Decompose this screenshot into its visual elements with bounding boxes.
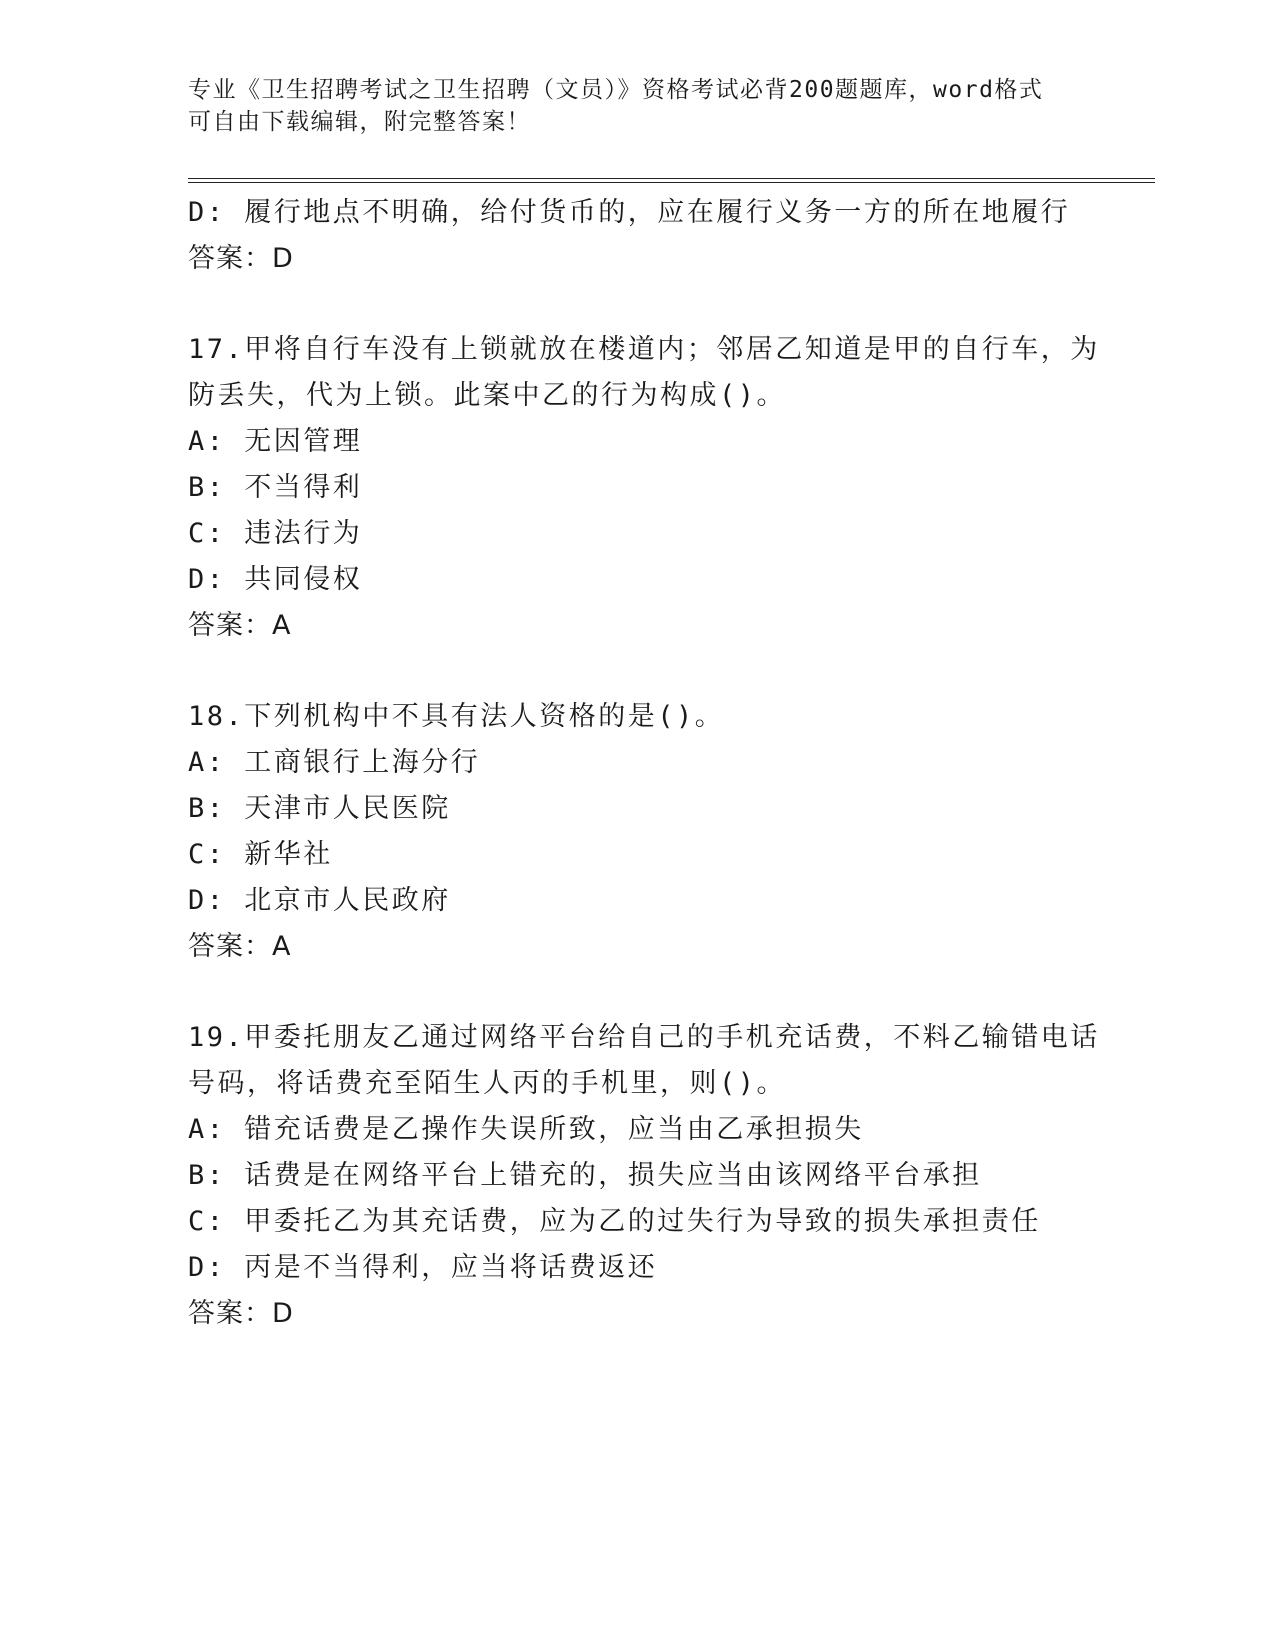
answer: 答案：A — [188, 610, 292, 641]
option-c: C: 甲委托乙为其充话费，应为乙的过失行为导致的损失承担责任 — [188, 1206, 1041, 1237]
question-stem-line: 17.甲将自行车没有上锁就放在楼道内；邻居乙知道是甲的自行车，为 — [188, 334, 1100, 365]
option-a: A: 工商银行上海分行 — [188, 747, 481, 778]
option-d: D: 共同侵权 — [188, 564, 363, 595]
option-d: D: 北京市人民政府 — [188, 885, 451, 916]
prev-option-d: D: 履行地点不明确，给付货币的，应在履行义务一方的所在地履行 — [188, 197, 1071, 228]
option-b: B: 话费是在网络平台上错充的，损失应当由该网络平台承担 — [188, 1160, 982, 1191]
option-a: A: 无因管理 — [188, 426, 363, 457]
question-17 — [188, 327, 1100, 649]
option-c: C: 新华社 — [188, 839, 333, 870]
header-divider-top — [188, 178, 1155, 179]
question-stem-line: 18.下列机构中不具有法人资格的是()。 — [188, 701, 725, 732]
question-18 — [188, 694, 1088, 970]
question-stem-line: 防丢失，代为上锁。此案中乙的行为构成()。 — [188, 380, 787, 411]
option-b: B: 天津市人民医院 — [188, 793, 451, 824]
question-19 — [188, 1015, 1100, 1337]
prev-answer: 答案：D — [188, 243, 294, 274]
question-stem-line: 号码，将话费充至陌生人丙的手机里，则()。 — [188, 1068, 787, 1099]
option-d: D: 丙是不当得利，应当将话费返还 — [188, 1252, 658, 1283]
question-stem-line: 19.甲委托朋友乙通过网络平台给自己的手机充话费，不料乙输错电话 — [188, 1022, 1100, 1053]
option-b: B: 不当得利 — [188, 472, 363, 503]
option-c: C: 违法行为 — [188, 518, 363, 549]
header-divider-bottom — [188, 182, 1155, 183]
header-line-2: 可自由下载编辑，附完整答案！ — [188, 109, 531, 135]
document-header — [188, 74, 1088, 138]
question-content — [188, 190, 1100, 1337]
header-line-1: 专业《卫生招聘考试之卫生招聘（文员）》资格考试必背200题题库，word格式 — [188, 77, 1044, 103]
option-a: A: 错充话费是乙操作失误所致，应当由乙承担损失 — [188, 1114, 864, 1145]
answer: 答案：A — [188, 931, 292, 962]
answer: 答案：D — [188, 1298, 294, 1329]
